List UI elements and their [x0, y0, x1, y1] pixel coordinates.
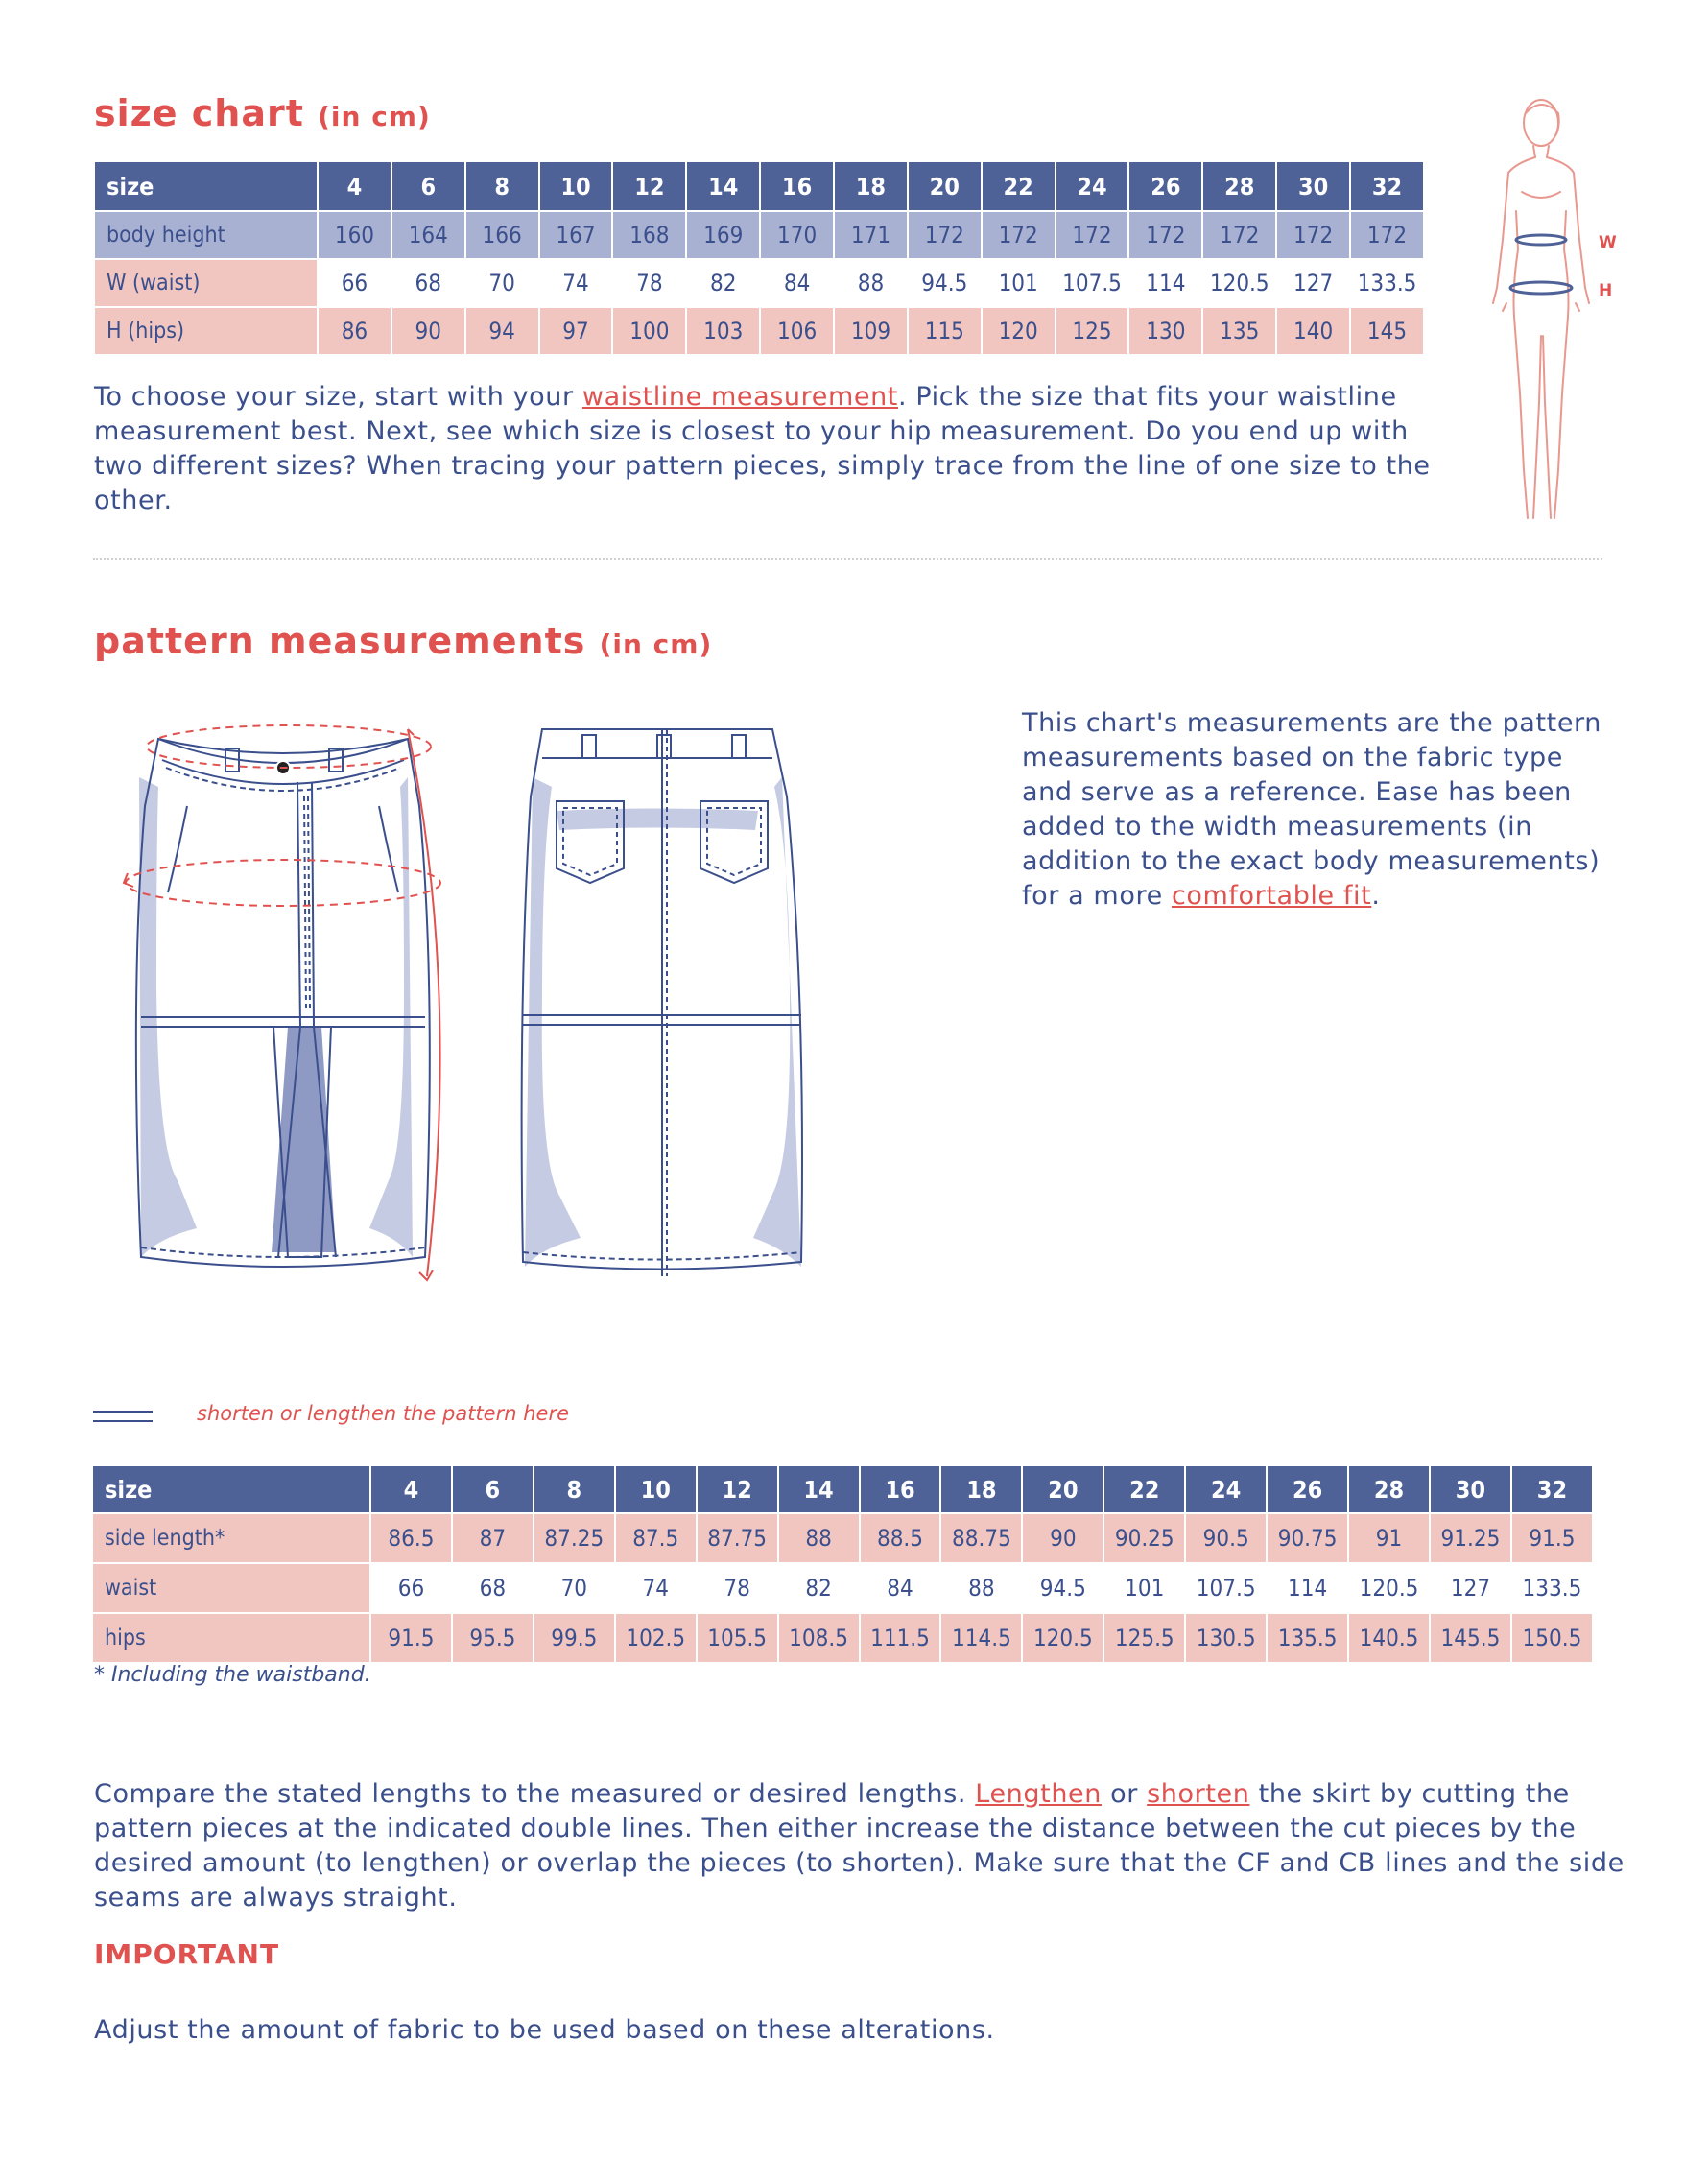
value-cell: 114 [1267, 1563, 1348, 1613]
size-header-cell: 4 [370, 1465, 452, 1513]
pattern-description-text: This chart's measurements are the pattern measurements based on the fabric type and serve as a reference. Ease has been added to the width measurements (in addition to the exact body measurements) for a more [1022, 708, 1601, 911]
pattern-row-waist [92, 1563, 1593, 1613]
size-header-cell: 26 [1267, 1465, 1348, 1513]
pattern-title-text: pattern measurements [94, 620, 586, 662]
value-cell: 106 [760, 307, 834, 355]
value-cell: 115 [908, 307, 982, 355]
value-cell: 90.25 [1103, 1513, 1185, 1563]
row-label: hips [92, 1613, 370, 1663]
value-cell: 90.5 [1185, 1513, 1267, 1563]
value-cell: 120.5 [1202, 259, 1276, 307]
value-cell: 150.5 [1511, 1613, 1593, 1663]
value-cell: 168 [612, 211, 686, 259]
size-header-cell: 18 [940, 1465, 1022, 1513]
value-cell: 135.5 [1267, 1613, 1348, 1663]
value-cell: 125.5 [1103, 1613, 1185, 1663]
value-cell: 74 [539, 259, 613, 307]
value-cell: 100 [612, 307, 686, 355]
value-cell: 88.75 [940, 1513, 1022, 1563]
value-cell: 101 [982, 259, 1056, 307]
value-cell: 70 [534, 1563, 615, 1613]
value-cell: 127 [1276, 259, 1350, 307]
size-chart-header-row [94, 161, 1424, 211]
value-cell: 90 [1022, 1513, 1103, 1563]
size-header-cell: 32 [1511, 1465, 1593, 1513]
value-cell: 101 [1103, 1563, 1185, 1613]
value-cell: 91.5 [370, 1613, 452, 1663]
value-cell: 120.5 [1022, 1613, 1103, 1663]
value-cell: 164 [391, 211, 465, 259]
size-header-cell: 14 [686, 161, 760, 211]
size-chart-unit: (in cm) [318, 101, 431, 132]
value-cell: 66 [318, 259, 391, 307]
size-header-cell: 28 [1202, 161, 1276, 211]
size-header-cell: 6 [391, 161, 465, 211]
hip-marker-label: H [1599, 281, 1613, 300]
value-cell: 66 [370, 1563, 452, 1613]
value-cell: 172 [1202, 211, 1276, 259]
value-cell: 130 [1128, 307, 1202, 355]
size-header-cell: 20 [908, 161, 982, 211]
row-label: H (hips) [94, 307, 318, 355]
value-cell: 111.5 [860, 1613, 941, 1663]
value-cell: 166 [465, 211, 539, 259]
skirt-front-illustration [120, 701, 475, 1286]
pattern-table [91, 1464, 1594, 1664]
value-cell: 140.5 [1348, 1613, 1430, 1663]
lengthen-link[interactable]: Lengthen [975, 1779, 1102, 1809]
size-header-cell: 32 [1350, 161, 1424, 211]
value-cell: 87.75 [697, 1513, 778, 1563]
row-label: body height [94, 211, 318, 259]
body-figure-illustration [1468, 96, 1622, 528]
value-cell: 108.5 [778, 1613, 860, 1663]
skirt-back-illustration [513, 710, 820, 1286]
important-text: Adjust the amount of fabric to be used based on these alterations. [94, 2015, 995, 2045]
pattern-description [1022, 706, 1607, 914]
row-label: W (waist) [94, 259, 318, 307]
size-chart-row-waist [94, 259, 1424, 307]
value-cell: 170 [760, 211, 834, 259]
size-header-cell: 24 [1185, 1465, 1267, 1513]
value-cell: 91.5 [1511, 1513, 1593, 1563]
section-divider [93, 558, 1602, 560]
value-cell: 91.25 [1430, 1513, 1511, 1563]
value-cell: 86 [318, 307, 391, 355]
value-cell: 87.25 [534, 1513, 615, 1563]
value-cell: 127 [1430, 1563, 1511, 1613]
value-cell: 172 [1350, 211, 1424, 259]
shorten-link[interactable]: shorten [1147, 1779, 1250, 1809]
size-header-cell: 10 [615, 1465, 697, 1513]
waistline-measurement-link[interactable]: waistline measurement [581, 382, 898, 412]
value-cell: 82 [778, 1563, 860, 1613]
value-cell: 133.5 [1511, 1563, 1593, 1613]
value-cell: 172 [982, 211, 1056, 259]
size-header-cell: 8 [534, 1465, 615, 1513]
size-header-cell: 22 [1103, 1465, 1185, 1513]
size-chart-table [93, 160, 1425, 356]
row-label: waist [92, 1563, 370, 1613]
size-header-cell: 22 [982, 161, 1056, 211]
size-chart-row-body-height [94, 211, 1424, 259]
size-header-label: size [92, 1465, 370, 1513]
size-header-cell: 18 [834, 161, 908, 211]
value-cell: 88 [940, 1563, 1022, 1613]
size-chart-row-hips [94, 307, 1424, 355]
size-chart-title [94, 92, 431, 134]
value-cell: 172 [908, 211, 982, 259]
size-header-cell: 30 [1276, 161, 1350, 211]
value-cell: 94.5 [908, 259, 982, 307]
size-header-cell: 6 [452, 1465, 534, 1513]
value-cell: 103 [686, 307, 760, 355]
value-cell: 99.5 [534, 1613, 615, 1663]
value-cell: 172 [1056, 211, 1129, 259]
instructions-text-2: . Pick the size that fits your waistline measurement best. Next, see which size is closest to your hip measurement. Do you end up with two different sizes? When tracing your pattern pieces, simply trace from the line of one size to the other. [94, 382, 1431, 515]
size-header-label: size [94, 161, 318, 211]
size-header-cell: 30 [1430, 1465, 1511, 1513]
pattern-measurements-title [94, 620, 712, 662]
size-header-cell: 16 [860, 1465, 941, 1513]
size-header-cell: 16 [760, 161, 834, 211]
value-cell: 87.5 [615, 1513, 697, 1563]
size-header-cell: 8 [465, 161, 539, 211]
value-cell: 120 [982, 307, 1056, 355]
value-cell: 91 [1348, 1513, 1430, 1563]
alteration-text-1: Compare the stated lengths to the measured or desired lengths. [94, 1779, 976, 1809]
value-cell: 114 [1128, 259, 1202, 307]
value-cell: 94 [465, 307, 539, 355]
important-heading: IMPORTANT [94, 1938, 280, 1970]
size-header-cell: 12 [697, 1465, 778, 1513]
pattern-header-row [92, 1465, 1593, 1513]
value-cell: 125 [1056, 307, 1129, 355]
size-header-cell: 24 [1056, 161, 1129, 211]
value-cell: 68 [391, 259, 465, 307]
pattern-row-hips [92, 1613, 1593, 1663]
value-cell: 88 [834, 259, 908, 307]
value-cell: 86.5 [370, 1513, 452, 1563]
value-cell: 114.5 [940, 1613, 1022, 1663]
footnote: * Including the waistband. [94, 1663, 371, 1687]
alteration-text-2: the skirt by cutting the pattern pieces at the indicated double lines. Then either increase the distance between the cut pieces by the desired amount (to lengthen) or overlap the pieces (to shorten). Make sure that the CF and CB lines and the side seams are always straight. [94, 1779, 1625, 1912]
value-cell: 135 [1202, 307, 1276, 355]
value-cell: 95.5 [452, 1613, 534, 1663]
pattern-row-side-length [92, 1513, 1593, 1563]
value-cell: 145.5 [1430, 1613, 1511, 1663]
size-header-cell: 4 [318, 161, 391, 211]
legend-text: shorten or lengthen the pattern here [197, 1402, 569, 1425]
size-header-cell: 28 [1348, 1465, 1430, 1513]
value-cell: 171 [834, 211, 908, 259]
size-header-cell: 14 [778, 1465, 860, 1513]
value-cell: 90.75 [1267, 1513, 1348, 1563]
value-cell: 160 [318, 211, 391, 259]
value-cell: 145 [1350, 307, 1424, 355]
value-cell: 120.5 [1348, 1563, 1430, 1613]
value-cell: 88 [778, 1513, 860, 1563]
value-cell: 133.5 [1350, 259, 1424, 307]
size-header-cell: 10 [539, 161, 613, 211]
value-cell: 88.5 [860, 1513, 941, 1563]
value-cell: 94.5 [1022, 1563, 1103, 1613]
value-cell: 130.5 [1185, 1613, 1267, 1663]
alteration-text-or: or [1101, 1779, 1148, 1809]
value-cell: 70 [465, 259, 539, 307]
value-cell: 78 [612, 259, 686, 307]
size-header-cell: 20 [1022, 1465, 1103, 1513]
double-line-legend-icon [93, 1411, 153, 1422]
value-cell: 90 [391, 307, 465, 355]
value-cell: 84 [760, 259, 834, 307]
size-chart-instructions [94, 380, 1437, 518]
pattern-description-end: . [1371, 881, 1381, 911]
value-cell: 102.5 [615, 1613, 697, 1663]
value-cell: 78 [697, 1563, 778, 1613]
value-cell: 68 [452, 1563, 534, 1613]
value-cell: 74 [615, 1563, 697, 1613]
value-cell: 140 [1276, 307, 1350, 355]
value-cell: 107.5 [1056, 259, 1129, 307]
value-cell: 109 [834, 307, 908, 355]
value-cell: 172 [1276, 211, 1350, 259]
instructions-text-1: To choose your size, start with your [94, 382, 582, 412]
row-label: side length* [92, 1513, 370, 1563]
comfortable-fit-link[interactable]: comfortable fit [1171, 881, 1372, 911]
value-cell: 87 [452, 1513, 534, 1563]
size-header-cell: 12 [612, 161, 686, 211]
value-cell: 105.5 [697, 1613, 778, 1663]
value-cell: 97 [539, 307, 613, 355]
alteration-instructions [94, 1777, 1668, 1915]
pattern-title-unit: (in cm) [599, 629, 713, 660]
value-cell: 167 [539, 211, 613, 259]
value-cell: 82 [686, 259, 760, 307]
size-chart-title-text: size chart [94, 92, 304, 134]
value-cell: 107.5 [1185, 1563, 1267, 1613]
waist-marker-label: W [1599, 233, 1617, 252]
size-header-cell: 26 [1128, 161, 1202, 211]
value-cell: 169 [686, 211, 760, 259]
value-cell: 84 [860, 1563, 941, 1613]
value-cell: 172 [1128, 211, 1202, 259]
